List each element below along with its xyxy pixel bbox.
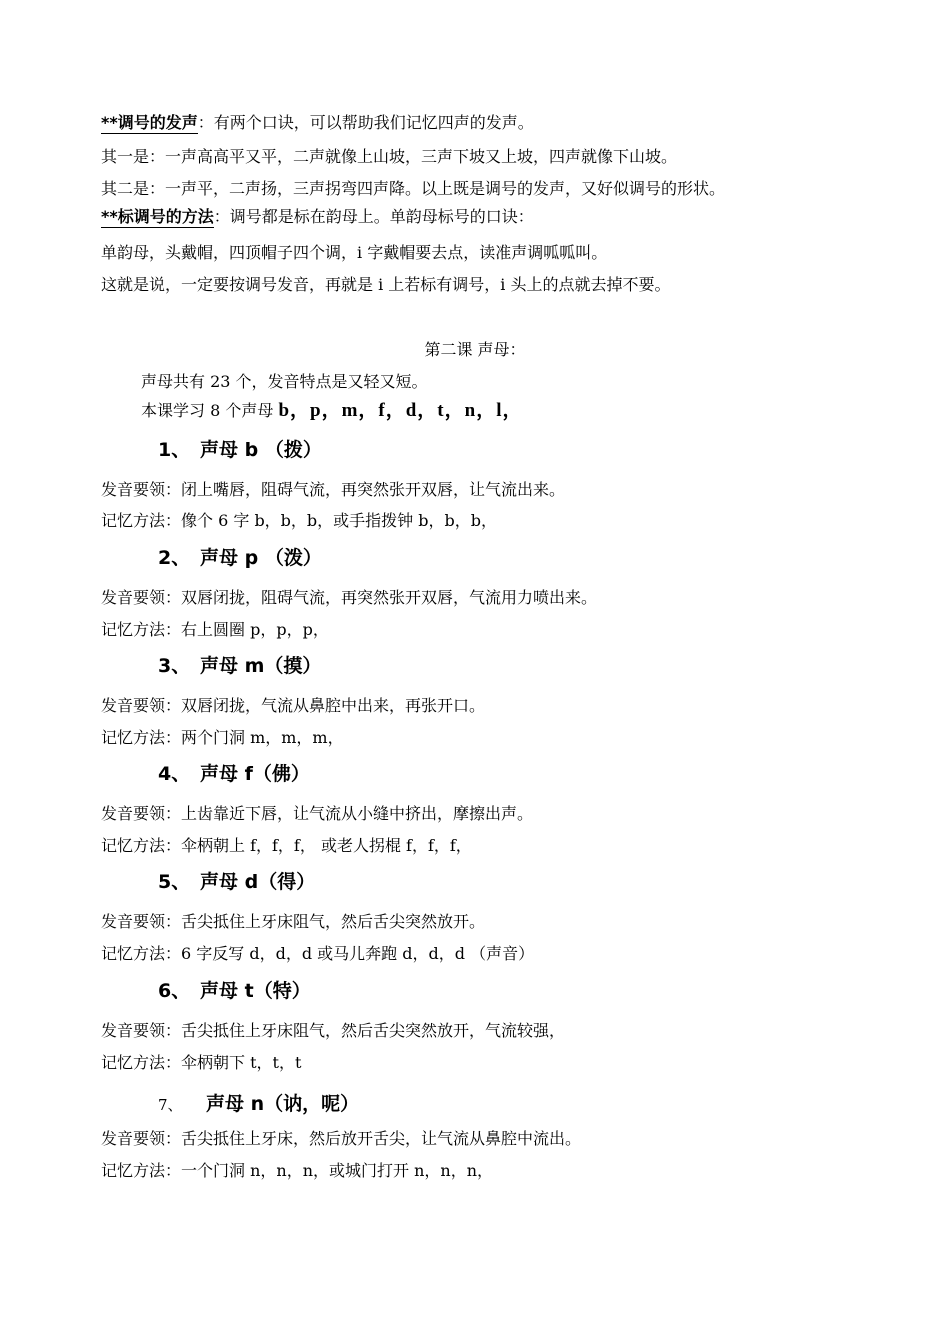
lesson-study-letters: b，p，m，f，d，t，n，l， — [278, 400, 523, 421]
section-title — [158, 1091, 359, 1118]
section-title — [158, 761, 310, 787]
verse-two: 其二是：一声平，二声扬，三声拐弯四声降。以上既是调号的发声，又好似调号的形状。 — [101, 179, 726, 198]
section-heading: 声母 t（特） — [200, 980, 311, 1002]
pronunciation-tip: 发音要领：上齿靠近下唇，让气流从小缝中挤出，摩擦出声。 — [101, 804, 534, 823]
section-heading: 声母 m（摸） — [200, 655, 322, 677]
section-number: 7、 — [158, 1096, 183, 1114]
tone-pronunciation-line — [101, 112, 534, 134]
tone-marking-heading: **标调号的方法 — [101, 207, 214, 226]
verse-one: 其一是：一声高高平又平，二声就像上山坡，三声下坡又上坡，四声就像下山坡。 — [101, 147, 678, 166]
memory-method: 记忆方法：像个 6 字 b，b，b，或手指拨钟 b，b，b， — [101, 511, 497, 530]
lesson-title: 第二课 声母： — [424, 340, 526, 359]
tone-marking-text: ：调号都是标在韵母上。单韵母标号的口诀： — [213, 207, 534, 226]
pronunciation-tip: 发音要领：舌尖抵住上牙床，然后放开舌尖，让气流从鼻腔中流出。 — [101, 1129, 582, 1148]
section-heading: 声母 n（讷，呢） — [206, 1093, 360, 1115]
section-number: 1、 — [158, 439, 191, 461]
rhyme-line: 单韵母，头戴帽，四顶帽子四个调，i 字戴帽要去点，读准声调呱呱叫。 — [101, 243, 608, 262]
explanation-line: 这就是说，一定要按调号发音，再就是 i 上若标有调号，i 头上的点就去掉不要。 — [101, 275, 671, 294]
section-number: 4、 — [158, 763, 191, 785]
pronunciation-tip: 发音要领：闭上嘴唇，阻碍气流，再突然张开双唇，让气流出来。 — [101, 480, 566, 499]
memory-method: 记忆方法：右上圆圈 p，p，p， — [101, 620, 329, 639]
memory-method: 记忆方法：一个门洞 n，n，n，或城门打开 n，n，n， — [101, 1161, 494, 1180]
section-heading: 声母 b （拨） — [200, 439, 322, 461]
lesson-study-line — [141, 400, 522, 422]
memory-method: 记忆方法：伞柄朝下 t，t，t — [101, 1053, 302, 1072]
section-number: 2、 — [158, 547, 191, 569]
lesson-study-prefix: 本课学习 8 个声母 — [141, 401, 279, 420]
memory-method: 记忆方法：6 字反写 d，d，d 或马儿奔跑 d，d，d （声音） — [101, 944, 535, 963]
tone-pronunciation-text: ：有两个口诀，可以帮助我们记忆四声的发声。 — [197, 113, 534, 132]
section-title — [158, 978, 311, 1004]
section-title — [158, 653, 321, 679]
pronunciation-tip: 发音要领：舌尖抵住上牙床阻气，然后舌尖突然放开。 — [101, 912, 486, 931]
section-heading: 声母 p （泼） — [200, 547, 322, 569]
section-number: 3、 — [158, 655, 191, 677]
section-title — [158, 545, 322, 571]
section-heading: 声母 d（得） — [200, 871, 316, 893]
section-heading: 声母 f（佛） — [200, 763, 310, 785]
tone-marking-line — [101, 206, 534, 228]
memory-method: 记忆方法：两个门洞 m，m，m， — [101, 728, 344, 747]
tone-pronunciation-heading: **调号的发声 — [101, 113, 198, 132]
pronunciation-tip: 发音要领：舌尖抵住上牙床阻气，然后舌尖突然放开，气流较强， — [101, 1021, 566, 1040]
lesson-summary: 声母共有 23 个，发音特点是又轻又短。 — [141, 372, 428, 391]
pronunciation-tip: 发音要领：双唇闭拢，气流从鼻腔中出来，再张开口。 — [101, 696, 486, 715]
memory-method: 记忆方法：伞柄朝上 f，f，f， 或老人拐棍 f，f，f， — [101, 836, 472, 855]
section-title — [158, 869, 315, 895]
section-title — [158, 437, 322, 463]
pronunciation-tip: 发音要领：双唇闭拢，阻碍气流，再突然张开双唇，气流用力喷出来。 — [101, 588, 598, 607]
section-number: 6、 — [158, 980, 191, 1002]
section-number: 5、 — [158, 871, 191, 893]
